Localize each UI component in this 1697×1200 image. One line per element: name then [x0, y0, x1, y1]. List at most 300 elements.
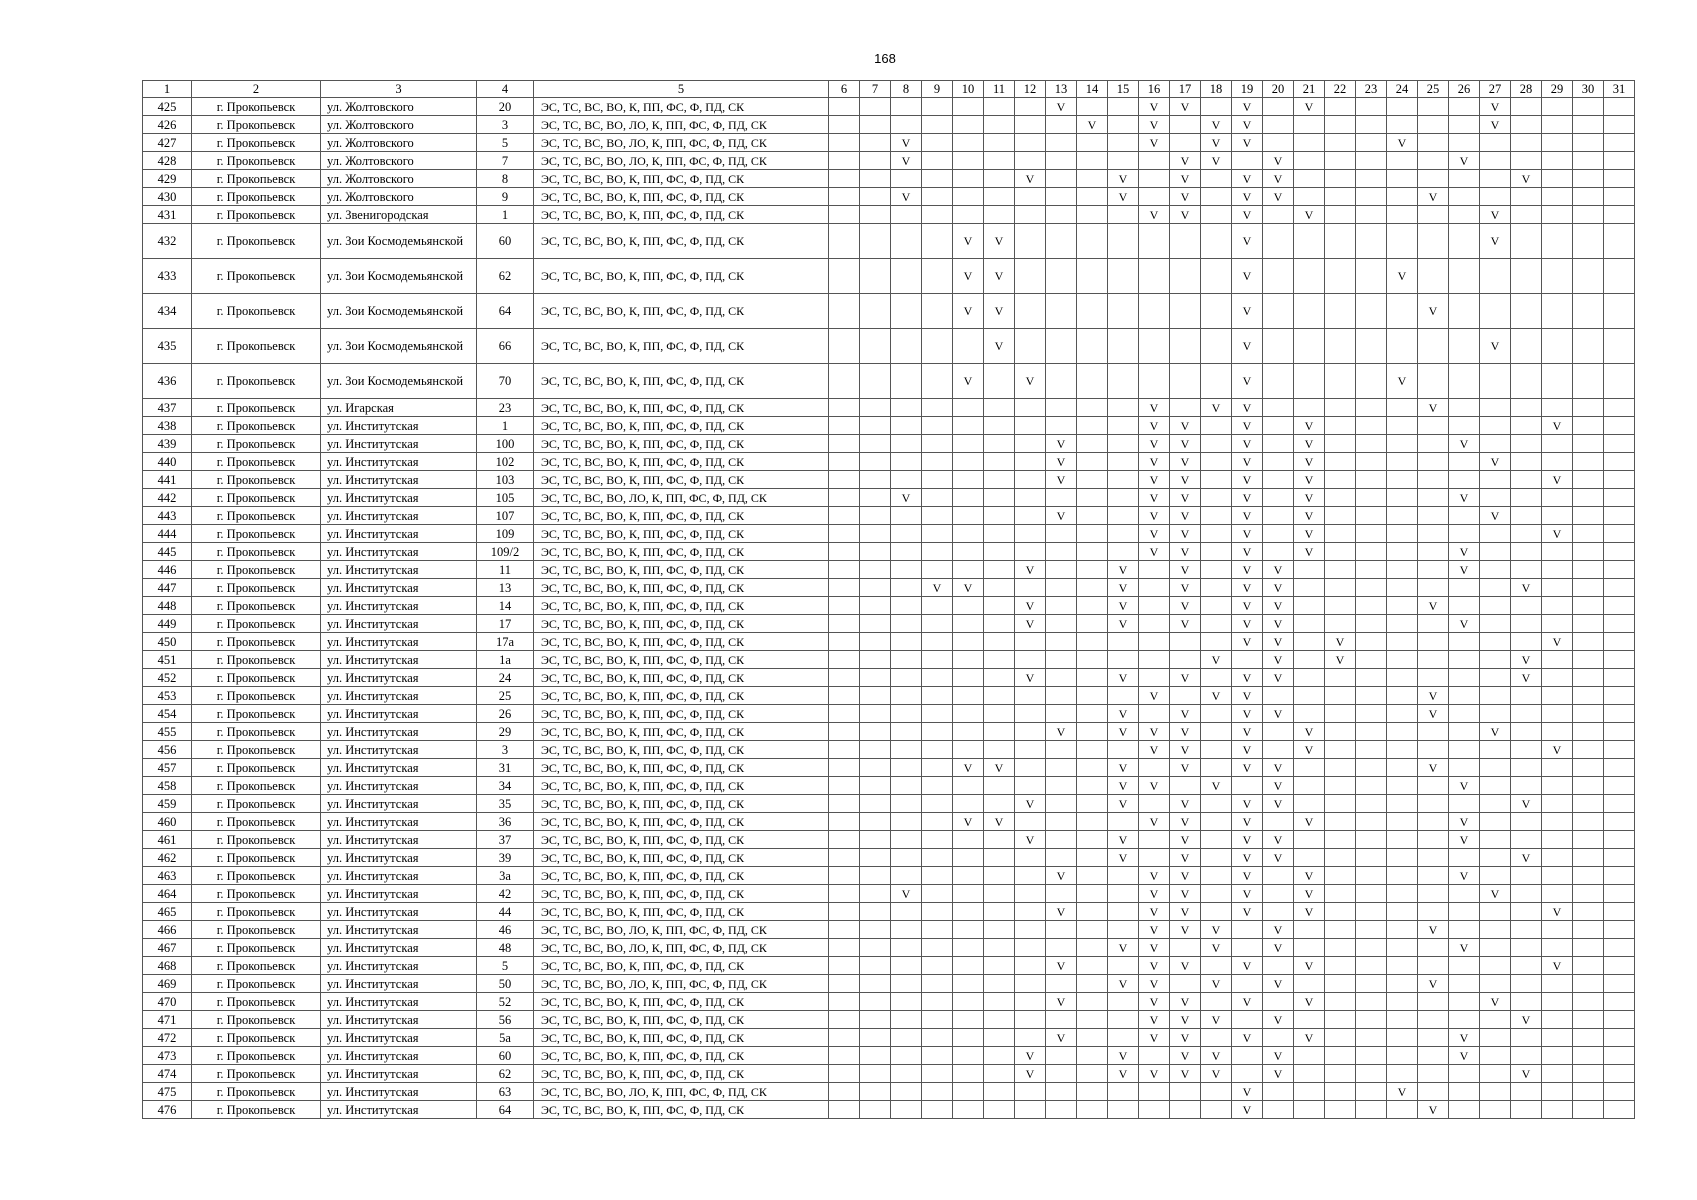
mark-cell-col-13 [1046, 152, 1077, 170]
mark-cell-col-11 [984, 1101, 1015, 1119]
mark-cell-col-22 [1325, 1011, 1356, 1029]
categories-cell: ЭС, ТС, ВС, ВО, ЛО, К, ПП, ФС, Ф, ПД, СК [534, 939, 829, 957]
mark-cell-col-23 [1356, 98, 1387, 116]
mark-cell-col-22 [1325, 116, 1356, 134]
mark-cell-col-21 [1294, 975, 1325, 993]
mark-cell-col-16 [1139, 1101, 1170, 1119]
row-number-cell: 473 [143, 1047, 192, 1065]
mark-cell-col-9 [922, 259, 953, 294]
mark-cell-col-26: V [1449, 867, 1480, 885]
mark-cell-col-13 [1046, 1065, 1077, 1083]
mark-cell-col-15 [1108, 489, 1139, 507]
street-cell: ул. Институтская [321, 957, 477, 975]
mark-cell-col-22 [1325, 417, 1356, 435]
mark-cell-col-29 [1542, 1083, 1573, 1101]
mark-cell-col-20: V [1263, 759, 1294, 777]
mark-cell-col-6 [829, 435, 860, 453]
mark-cell-col-17: V [1170, 1065, 1201, 1083]
mark-cell-col-12 [1015, 921, 1046, 939]
mark-cell-col-26 [1449, 170, 1480, 188]
column-number-7: 7 [860, 81, 891, 98]
mark-cell-col-14 [1077, 489, 1108, 507]
mark-cell-col-13: V [1046, 957, 1077, 975]
mark-cell-col-9 [922, 939, 953, 957]
mark-cell-col-6 [829, 259, 860, 294]
mark-cell-col-14 [1077, 921, 1108, 939]
mark-cell-col-7 [860, 921, 891, 939]
mark-cell-col-16 [1139, 831, 1170, 849]
mark-cell-col-7 [860, 188, 891, 206]
mark-cell-col-24 [1387, 206, 1418, 224]
mark-cell-col-18 [1201, 329, 1232, 364]
mark-cell-col-16: V [1139, 921, 1170, 939]
mark-cell-col-19: V [1232, 453, 1263, 471]
mark-cell-col-21: V [1294, 525, 1325, 543]
mark-cell-col-19: V [1232, 669, 1263, 687]
mark-cell-col-11 [984, 705, 1015, 723]
mark-cell-col-18 [1201, 507, 1232, 525]
mark-cell-col-9 [922, 849, 953, 867]
mark-cell-col-10 [953, 957, 984, 975]
mark-cell-col-25 [1418, 831, 1449, 849]
mark-cell-col-17 [1170, 399, 1201, 417]
mark-cell-col-8 [891, 939, 922, 957]
mark-cell-col-10 [953, 993, 984, 1011]
mark-cell-col-13 [1046, 885, 1077, 903]
mark-cell-col-21 [1294, 170, 1325, 188]
mark-cell-col-17: V [1170, 885, 1201, 903]
mark-cell-col-7 [860, 1029, 891, 1047]
city-cell: г. Прокопьевск [192, 329, 321, 364]
mark-cell-col-30 [1573, 831, 1604, 849]
mark-cell-col-15 [1108, 364, 1139, 399]
mark-cell-col-27 [1480, 921, 1511, 939]
mark-cell-col-13 [1046, 206, 1077, 224]
mark-cell-col-12 [1015, 471, 1046, 489]
mark-cell-col-9 [922, 561, 953, 579]
mark-cell-col-7 [860, 170, 891, 188]
mark-cell-col-24 [1387, 795, 1418, 813]
mark-cell-col-15: V [1108, 759, 1139, 777]
mark-cell-col-16: V [1139, 134, 1170, 152]
row-number-cell: 466 [143, 921, 192, 939]
mark-cell-col-24 [1387, 1029, 1418, 1047]
mark-cell-col-31 [1604, 561, 1635, 579]
mark-cell-col-18 [1201, 453, 1232, 471]
mark-cell-col-24 [1387, 1065, 1418, 1083]
street-cell: ул. Институтская [321, 615, 477, 633]
mark-cell-col-8 [891, 1011, 922, 1029]
mark-cell-col-20: V [1263, 170, 1294, 188]
column-number-14: 14 [1077, 81, 1108, 98]
mark-cell-col-18 [1201, 831, 1232, 849]
mark-cell-col-13 [1046, 224, 1077, 259]
mark-cell-col-28: V [1511, 849, 1542, 867]
mark-cell-col-17: V [1170, 489, 1201, 507]
mark-cell-col-30 [1573, 723, 1604, 741]
mark-cell-col-16 [1139, 1083, 1170, 1101]
mark-cell-col-26 [1449, 597, 1480, 615]
mark-cell-col-10 [953, 777, 984, 795]
mark-cell-col-21: V [1294, 957, 1325, 975]
mark-cell-col-23 [1356, 723, 1387, 741]
row-number-cell: 460 [143, 813, 192, 831]
mark-cell-col-18: V [1201, 975, 1232, 993]
mark-cell-col-7 [860, 885, 891, 903]
mark-cell-col-12 [1015, 453, 1046, 471]
mark-cell-col-21: V [1294, 885, 1325, 903]
mark-cell-col-26 [1449, 687, 1480, 705]
mark-cell-col-22 [1325, 507, 1356, 525]
row-number-cell: 463 [143, 867, 192, 885]
mark-cell-col-25 [1418, 633, 1449, 651]
mark-cell-col-24 [1387, 543, 1418, 561]
mark-cell-col-7 [860, 259, 891, 294]
mark-cell-col-19: V [1232, 597, 1263, 615]
row-number-cell: 445 [143, 543, 192, 561]
row-number-cell: 430 [143, 188, 192, 206]
mark-cell-col-18 [1201, 705, 1232, 723]
mark-cell-col-26 [1449, 579, 1480, 597]
mark-cell-col-9 [922, 364, 953, 399]
mark-cell-col-11 [984, 134, 1015, 152]
mark-cell-col-29 [1542, 795, 1573, 813]
mark-cell-col-28 [1511, 399, 1542, 417]
categories-cell: ЭС, ТС, ВС, ВО, К, ПП, ФС, Ф, ПД, СК [534, 723, 829, 741]
mark-cell-col-10 [953, 543, 984, 561]
mark-cell-col-15 [1108, 741, 1139, 759]
mark-cell-col-16: V [1139, 417, 1170, 435]
mark-cell-col-12 [1015, 1011, 1046, 1029]
house-number-cell: 5 [477, 134, 534, 152]
mark-cell-col-10: V [953, 259, 984, 294]
mark-cell-col-19: V [1232, 579, 1263, 597]
mark-cell-col-8 [891, 669, 922, 687]
mark-cell-col-14 [1077, 579, 1108, 597]
mark-cell-col-24 [1387, 957, 1418, 975]
mark-cell-col-28 [1511, 453, 1542, 471]
mark-cell-col-30 [1573, 435, 1604, 453]
mark-cell-col-18 [1201, 759, 1232, 777]
mark-cell-col-20 [1263, 224, 1294, 259]
mark-cell-col-20: V [1263, 579, 1294, 597]
mark-cell-col-16 [1139, 329, 1170, 364]
column-number-19: 19 [1232, 81, 1263, 98]
mark-cell-col-28 [1511, 134, 1542, 152]
mark-cell-col-15: V [1108, 777, 1139, 795]
mark-cell-col-14 [1077, 399, 1108, 417]
table-row [143, 615, 1635, 633]
mark-cell-col-6 [829, 903, 860, 921]
mark-cell-col-9 [922, 1011, 953, 1029]
mark-cell-col-16: V [1139, 777, 1170, 795]
mark-cell-col-18 [1201, 561, 1232, 579]
mark-cell-col-16: V [1139, 543, 1170, 561]
mark-cell-col-30 [1573, 152, 1604, 170]
mark-cell-col-13 [1046, 294, 1077, 329]
mark-cell-col-6 [829, 831, 860, 849]
mark-cell-col-12 [1015, 507, 1046, 525]
mark-cell-col-21 [1294, 579, 1325, 597]
mark-cell-col-20: V [1263, 849, 1294, 867]
mark-cell-col-14 [1077, 705, 1108, 723]
mark-cell-col-6 [829, 633, 860, 651]
mark-cell-col-8 [891, 633, 922, 651]
mark-cell-col-27: V [1480, 98, 1511, 116]
mark-cell-col-8 [891, 294, 922, 329]
mark-cell-col-10: V [953, 294, 984, 329]
mark-cell-col-27: V [1480, 507, 1511, 525]
mark-cell-col-29: V [1542, 741, 1573, 759]
mark-cell-col-9 [922, 633, 953, 651]
mark-cell-col-7 [860, 687, 891, 705]
mark-cell-col-10 [953, 525, 984, 543]
mark-cell-col-16: V [1139, 867, 1170, 885]
street-cell: ул. Институтская [321, 507, 477, 525]
mark-cell-col-11 [984, 561, 1015, 579]
mark-cell-col-23 [1356, 867, 1387, 885]
mark-cell-col-24 [1387, 687, 1418, 705]
house-number-cell: 20 [477, 98, 534, 116]
mark-cell-col-8 [891, 741, 922, 759]
mark-cell-col-23 [1356, 206, 1387, 224]
mark-cell-col-7 [860, 903, 891, 921]
mark-cell-col-29 [1542, 561, 1573, 579]
mark-cell-col-25 [1418, 116, 1449, 134]
mark-cell-col-25: V [1418, 294, 1449, 329]
mark-cell-col-9 [922, 831, 953, 849]
categories-cell: ЭС, ТС, ВС, ВО, К, ПП, ФС, Ф, ПД, СК [534, 561, 829, 579]
street-cell: ул. Институтская [321, 1047, 477, 1065]
row-number-cell: 426 [143, 116, 192, 134]
mark-cell-col-11 [984, 957, 1015, 975]
mark-cell-col-15 [1108, 329, 1139, 364]
mark-cell-col-25 [1418, 651, 1449, 669]
row-number-cell: 429 [143, 170, 192, 188]
mark-cell-col-19: V [1232, 507, 1263, 525]
mark-cell-col-28 [1511, 1083, 1542, 1101]
mark-cell-col-12 [1015, 777, 1046, 795]
mark-cell-col-25 [1418, 939, 1449, 957]
mark-cell-col-7 [860, 831, 891, 849]
mark-cell-col-16: V [1139, 453, 1170, 471]
mark-cell-col-31 [1604, 543, 1635, 561]
mark-cell-col-26 [1449, 116, 1480, 134]
street-cell: ул. Зои Космодемьянской [321, 329, 477, 364]
mark-cell-col-13 [1046, 1047, 1077, 1065]
mark-cell-col-26 [1449, 705, 1480, 723]
mark-cell-col-18 [1201, 170, 1232, 188]
mark-cell-col-16 [1139, 259, 1170, 294]
mark-cell-col-28: V [1511, 1065, 1542, 1083]
mark-cell-col-18 [1201, 259, 1232, 294]
house-number-cell: 42 [477, 885, 534, 903]
table-row [143, 294, 1635, 329]
row-number-cell: 436 [143, 364, 192, 399]
mark-cell-col-22 [1325, 1047, 1356, 1065]
row-number-cell: 457 [143, 759, 192, 777]
mark-cell-col-31 [1604, 1101, 1635, 1119]
mark-cell-col-20: V [1263, 1047, 1294, 1065]
house-number-cell: 66 [477, 329, 534, 364]
mark-cell-col-24 [1387, 831, 1418, 849]
mark-cell-col-22 [1325, 543, 1356, 561]
mark-cell-col-17: V [1170, 471, 1201, 489]
mark-cell-col-14 [1077, 615, 1108, 633]
table-row [143, 597, 1635, 615]
mark-cell-col-17 [1170, 259, 1201, 294]
mark-cell-col-28 [1511, 507, 1542, 525]
mark-cell-col-11 [984, 152, 1015, 170]
mark-cell-col-23 [1356, 259, 1387, 294]
mark-cell-col-23 [1356, 831, 1387, 849]
mark-cell-col-11 [984, 1065, 1015, 1083]
street-cell: ул. Институтская [321, 687, 477, 705]
table-row [143, 579, 1635, 597]
mark-cell-col-23 [1356, 903, 1387, 921]
mark-cell-col-26: V [1449, 1047, 1480, 1065]
mark-cell-col-8 [891, 849, 922, 867]
mark-cell-col-8 [891, 471, 922, 489]
street-cell: ул. Институтская [321, 723, 477, 741]
table-row [143, 453, 1635, 471]
mark-cell-col-24 [1387, 525, 1418, 543]
mark-cell-col-28 [1511, 705, 1542, 723]
mark-cell-col-29 [1542, 188, 1573, 206]
mark-cell-col-30 [1573, 615, 1604, 633]
mark-cell-col-23 [1356, 1083, 1387, 1101]
mark-cell-col-20 [1263, 417, 1294, 435]
mark-cell-col-14 [1077, 1065, 1108, 1083]
mark-cell-col-19: V [1232, 364, 1263, 399]
street-cell: ул. Институтская [321, 939, 477, 957]
mark-cell-col-23 [1356, 813, 1387, 831]
mark-cell-col-20 [1263, 453, 1294, 471]
city-cell: г. Прокопьевск [192, 170, 321, 188]
mark-cell-col-25 [1418, 1047, 1449, 1065]
mark-cell-col-16: V [1139, 525, 1170, 543]
mark-cell-col-22 [1325, 364, 1356, 399]
mark-cell-col-23 [1356, 543, 1387, 561]
mark-cell-col-22 [1325, 777, 1356, 795]
mark-cell-col-23 [1356, 152, 1387, 170]
mark-cell-col-28 [1511, 813, 1542, 831]
mark-cell-col-28 [1511, 759, 1542, 777]
mark-cell-col-17 [1170, 975, 1201, 993]
mark-cell-col-25: V [1418, 759, 1449, 777]
mark-cell-col-16: V [1139, 1011, 1170, 1029]
mark-cell-col-25: V [1418, 399, 1449, 417]
mark-cell-col-19: V [1232, 687, 1263, 705]
mark-cell-col-27 [1480, 867, 1511, 885]
mark-cell-col-13 [1046, 741, 1077, 759]
mark-cell-col-29: V [1542, 471, 1573, 489]
mark-cell-col-7 [860, 1065, 891, 1083]
mark-cell-col-24 [1387, 885, 1418, 903]
mark-cell-col-11 [984, 831, 1015, 849]
mark-cell-col-19: V [1232, 849, 1263, 867]
mark-cell-col-6 [829, 1065, 860, 1083]
mark-cell-col-8 [891, 903, 922, 921]
mark-cell-col-16 [1139, 597, 1170, 615]
mark-cell-col-20 [1263, 543, 1294, 561]
mark-cell-col-12 [1015, 399, 1046, 417]
mark-cell-col-28 [1511, 152, 1542, 170]
mark-cell-col-14 [1077, 1029, 1108, 1047]
mark-cell-col-14 [1077, 561, 1108, 579]
mark-cell-col-29 [1542, 1065, 1573, 1083]
mark-cell-col-10 [953, 399, 984, 417]
mark-cell-col-13: V [1046, 993, 1077, 1011]
mark-cell-col-10 [953, 975, 984, 993]
mark-cell-col-24 [1387, 116, 1418, 134]
mark-cell-col-17 [1170, 116, 1201, 134]
mark-cell-col-11 [984, 885, 1015, 903]
city-cell: г. Прокопьевск [192, 759, 321, 777]
mark-cell-col-27: V [1480, 206, 1511, 224]
mark-cell-col-9 [922, 206, 953, 224]
mark-cell-col-23 [1356, 561, 1387, 579]
mark-cell-col-31 [1604, 507, 1635, 525]
mark-cell-col-12 [1015, 294, 1046, 329]
mark-cell-col-31 [1604, 813, 1635, 831]
city-cell: г. Прокопьевск [192, 867, 321, 885]
mark-cell-col-17 [1170, 687, 1201, 705]
mark-cell-col-14 [1077, 507, 1108, 525]
row-number-cell: 438 [143, 417, 192, 435]
mark-cell-col-28 [1511, 116, 1542, 134]
mark-cell-col-15: V [1108, 1047, 1139, 1065]
mark-cell-col-17: V [1170, 849, 1201, 867]
mark-cell-col-7 [860, 741, 891, 759]
categories-cell: ЭС, ТС, ВС, ВО, ЛО, К, ПП, ФС, Ф, ПД, СК [534, 1083, 829, 1101]
mark-cell-col-9 [922, 417, 953, 435]
mark-cell-col-11 [984, 399, 1015, 417]
mark-cell-col-31 [1604, 669, 1635, 687]
categories-cell: ЭС, ТС, ВС, ВО, К, ПП, ФС, Ф, ПД, СК [534, 364, 829, 399]
mark-cell-col-8 [891, 364, 922, 399]
mark-cell-col-8 [891, 597, 922, 615]
mark-cell-col-25 [1418, 152, 1449, 170]
table-row [143, 903, 1635, 921]
house-number-cell: 70 [477, 364, 534, 399]
mark-cell-col-6 [829, 705, 860, 723]
mark-cell-col-22 [1325, 957, 1356, 975]
mark-cell-col-19: V [1232, 543, 1263, 561]
mark-cell-col-22 [1325, 453, 1356, 471]
mark-cell-col-12: V [1015, 831, 1046, 849]
mark-cell-col-24 [1387, 188, 1418, 206]
mark-cell-col-19: V [1232, 417, 1263, 435]
mark-cell-col-28 [1511, 723, 1542, 741]
mark-cell-col-29 [1542, 134, 1573, 152]
mark-cell-col-16: V [1139, 993, 1170, 1011]
house-number-cell: 13 [477, 579, 534, 597]
mark-cell-col-17: V [1170, 615, 1201, 633]
mark-cell-col-19 [1232, 152, 1263, 170]
mark-cell-col-22 [1325, 597, 1356, 615]
mark-cell-col-6 [829, 867, 860, 885]
mark-cell-col-28 [1511, 885, 1542, 903]
city-cell: г. Прокопьевск [192, 633, 321, 651]
mark-cell-col-21 [1294, 687, 1325, 705]
mark-cell-col-30 [1573, 759, 1604, 777]
street-cell: ул. Институтская [321, 417, 477, 435]
mark-cell-col-8 [891, 98, 922, 116]
mark-cell-col-29 [1542, 651, 1573, 669]
city-cell: г. Прокопьевск [192, 543, 321, 561]
mark-cell-col-15 [1108, 152, 1139, 170]
